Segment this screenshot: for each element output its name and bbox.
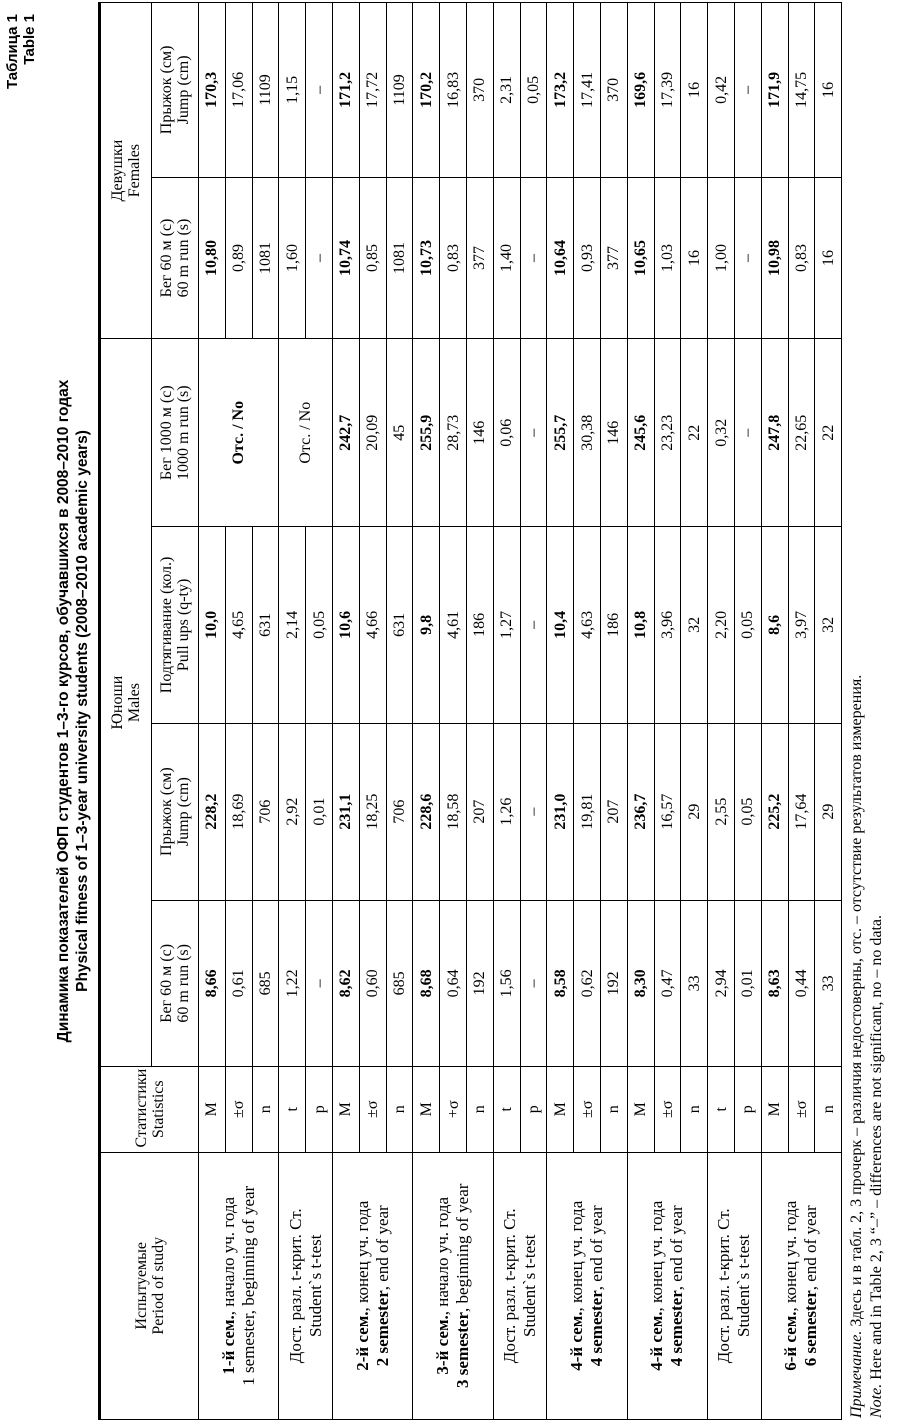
value-cell: 1,27 — [493, 527, 520, 723]
note-ru: Примечание. Здесь и в табл. 2, 3 прочерк – различия недостоверны, отс. – отсутствие результатов измерения. — [848, 674, 865, 1418]
value-cell: 169,6 — [627, 3, 654, 178]
value-cell: 22 — [681, 339, 708, 527]
value-cell: 1109 — [386, 3, 413, 178]
table-row — [279, 3, 306, 1420]
value-cell: 0,60 — [359, 900, 386, 1066]
value-cell: 9,8 — [413, 527, 440, 723]
period-label: 4-й сем., конец уч. года 4 semester, end of year — [547, 1152, 627, 1419]
value-cell: 0,05 — [734, 527, 761, 723]
value-cell: 10,0 — [199, 527, 226, 723]
header-col-2: Подтягивание (кол.) Pull ups (q-ty) — [152, 527, 199, 723]
value-cell: – — [306, 900, 333, 1066]
header-males: Юноши Males — [100, 339, 152, 1067]
value-cell: 3,97 — [788, 527, 815, 723]
period-label: Дост. разл. t-крит. Ст. Student`s t-test — [708, 1152, 762, 1419]
table-note — [847, 675, 887, 1418]
value-cell: 8,62 — [332, 900, 359, 1066]
value-cell: 32 — [815, 527, 842, 723]
value-cell: 10,8 — [627, 527, 654, 723]
value-cell: 0,89 — [225, 177, 252, 338]
value-cell: 0,85 — [359, 177, 386, 338]
value-cell: 170,3 — [199, 3, 226, 178]
value-cell: 631 — [386, 527, 413, 723]
value-cell: 10,64 — [547, 177, 574, 338]
value-cell: 4,61 — [440, 527, 467, 723]
value-cell: 207 — [600, 723, 627, 900]
value-cell: 3,96 — [654, 527, 681, 723]
value-cell: 2,92 — [279, 723, 306, 900]
value-cell: – — [520, 177, 547, 338]
stat-cell: n — [600, 1066, 627, 1152]
value-cell: 4,63 — [574, 527, 601, 723]
stat-cell: p — [734, 1066, 761, 1152]
table-row — [493, 3, 520, 1420]
value-cell: 0,61 — [225, 900, 252, 1066]
value-cell: 146 — [466, 339, 493, 527]
value-cell: – — [520, 339, 547, 527]
value-cell: – — [734, 177, 761, 338]
stat-cell: +σ — [440, 1066, 467, 1152]
value-cell: 207 — [466, 723, 493, 900]
header-col-3: Бег 1000 м (с) 1000 m run (s) — [152, 339, 199, 527]
value-cell: 8,66 — [199, 900, 226, 1066]
value-cell: 1081 — [252, 177, 279, 338]
value-cell: 18,69 — [225, 723, 252, 900]
period-label: Дост. разл. t-крит. Ст. Student`s t-test — [279, 1152, 333, 1419]
table-number-en: Table 1 — [21, 14, 38, 65]
value-cell: 1,60 — [279, 177, 306, 338]
value-cell: 16 — [681, 177, 708, 338]
value-cell: 1,26 — [493, 723, 520, 900]
value-cell: 370 — [600, 3, 627, 178]
table-row — [547, 3, 574, 1420]
stat-cell: n — [681, 1066, 708, 1152]
value-cell: – — [306, 3, 333, 178]
value-cell: 10,98 — [761, 177, 788, 338]
value-cell: 16 — [681, 3, 708, 178]
value-cell: 1,00 — [708, 177, 735, 338]
value-cell: 245,6 — [627, 339, 654, 527]
value-cell: 32 — [681, 527, 708, 723]
stat-cell: M — [413, 1066, 440, 1152]
value-cell: Отс. / No — [199, 339, 279, 527]
stat-cell: ±σ — [788, 1066, 815, 1152]
stat-cell: p — [520, 1066, 547, 1152]
value-cell: 17,41 — [574, 3, 601, 178]
value-cell: – — [520, 900, 547, 1066]
period-label: 2-й сем., конец уч. года 2 semester, end of year — [332, 1152, 412, 1419]
value-cell: 18,58 — [440, 723, 467, 900]
value-cell: 2,55 — [708, 723, 735, 900]
value-cell: – — [734, 339, 761, 527]
value-cell: 242,7 — [332, 339, 359, 527]
value-cell: 4,66 — [359, 527, 386, 723]
value-cell: 0,05 — [734, 723, 761, 900]
value-cell: 231,1 — [332, 723, 359, 900]
header-col-5: Прыжок (см) Jump (cm) — [152, 3, 199, 178]
value-cell: 0,01 — [734, 900, 761, 1066]
value-cell: 16,57 — [654, 723, 681, 900]
stat-cell: n — [386, 1066, 413, 1152]
value-cell: 255,9 — [413, 339, 440, 527]
value-cell: – — [520, 527, 547, 723]
value-cell: 0,05 — [306, 527, 333, 723]
value-cell: 17,64 — [788, 723, 815, 900]
header-col-1: Прыжок (см) Jump (cm) — [152, 723, 199, 900]
value-cell: 10,65 — [627, 177, 654, 338]
value-cell: 225,2 — [761, 723, 788, 900]
value-cell: 186 — [600, 527, 627, 723]
stat-cell: M — [627, 1066, 654, 1152]
period-label: 1-й сем., начало уч. года 1 semester, beginning of year — [199, 1152, 279, 1419]
value-cell: 4,65 — [225, 527, 252, 723]
value-cell: 10,80 — [199, 177, 226, 338]
stat-cell: M — [199, 1066, 226, 1152]
stat-cell: M — [547, 1066, 574, 1152]
stat-cell: n — [466, 1066, 493, 1152]
value-cell: 377 — [466, 177, 493, 338]
value-cell: 22,65 — [788, 339, 815, 527]
value-cell: 0,64 — [440, 900, 467, 1066]
value-cell: 14,75 — [788, 3, 815, 178]
stat-cell: M — [761, 1066, 788, 1152]
value-cell: 10,6 — [332, 527, 359, 723]
value-cell: 228,6 — [413, 723, 440, 900]
table-row — [761, 3, 788, 1420]
stat-cell: p — [306, 1066, 333, 1152]
value-cell: 2,14 — [279, 527, 306, 723]
value-cell: Отс. / No — [279, 339, 333, 527]
value-cell: 1,22 — [279, 900, 306, 1066]
header-females: Девушки Females — [100, 3, 152, 339]
stat-cell: t — [493, 1066, 520, 1152]
value-cell: 10,4 — [547, 527, 574, 723]
value-cell: 1,15 — [279, 3, 306, 178]
value-cell: 231,0 — [547, 723, 574, 900]
stat-cell: M — [332, 1066, 359, 1152]
value-cell: 186 — [466, 527, 493, 723]
value-cell: 16 — [815, 177, 842, 338]
value-cell: 228,2 — [199, 723, 226, 900]
fitness-table — [98, 2, 842, 1420]
value-cell: – — [520, 723, 547, 900]
value-cell: 0,44 — [788, 900, 815, 1066]
value-cell: 2,31 — [493, 3, 520, 178]
value-cell: – — [306, 177, 333, 338]
value-cell: 685 — [386, 900, 413, 1066]
table-caption — [54, 0, 92, 1422]
stat-cell: ±σ — [574, 1066, 601, 1152]
value-cell: 236,7 — [627, 723, 654, 900]
stat-cell: ±σ — [225, 1066, 252, 1152]
value-cell: 17,72 — [359, 3, 386, 178]
value-cell: 28,73 — [440, 339, 467, 527]
table-body — [199, 3, 842, 1420]
value-cell: 8,63 — [761, 900, 788, 1066]
value-cell: 1081 — [386, 177, 413, 338]
value-cell: 33 — [681, 900, 708, 1066]
value-cell: 171,9 — [761, 3, 788, 178]
caption-en: Physical fitness of 1–3-year university students (2008–2010 academic years) — [74, 430, 91, 992]
value-cell: 255,7 — [547, 339, 574, 527]
header-subjects: Испытуемые Period of study — [100, 1152, 199, 1419]
value-cell: 18,25 — [359, 723, 386, 900]
table-row — [627, 3, 654, 1420]
value-cell: 170,2 — [413, 3, 440, 178]
value-cell: 377 — [600, 177, 627, 338]
value-cell: 146 — [600, 339, 627, 527]
stat-cell: n — [815, 1066, 842, 1152]
value-cell: 23,23 — [654, 339, 681, 527]
table-row — [708, 3, 735, 1420]
period-label: Дост. разл. t-крит. Ст. Student`s t-test — [493, 1152, 547, 1419]
value-cell: 2,20 — [708, 527, 735, 723]
value-cell: 0,93 — [574, 177, 601, 338]
period-label: 4-й сем., конец уч. года 4 semester, end of year — [627, 1152, 707, 1419]
value-cell: 631 — [252, 527, 279, 723]
value-cell: 17,39 — [654, 3, 681, 178]
value-cell: 0,42 — [708, 3, 735, 178]
table-row — [413, 3, 440, 1420]
period-label: 3-й сем., начало уч. года 3 semester, beginning of year — [413, 1152, 493, 1419]
table-number-ru: Таблица 1 — [4, 14, 21, 90]
value-cell: 19,81 — [574, 723, 601, 900]
caption-ru: Динамика показателей ОФП студентов 1–3-го курсов, обучавшихся в 2008–2010 годах — [55, 379, 72, 1043]
stat-cell: t — [279, 1066, 306, 1152]
value-cell: 8,6 — [761, 527, 788, 723]
table-header — [100, 3, 199, 1420]
value-cell: 16 — [815, 3, 842, 178]
value-cell: 22 — [815, 339, 842, 527]
table-row — [199, 3, 226, 1420]
value-cell: 8,68 — [413, 900, 440, 1066]
stat-cell: ±σ — [654, 1066, 681, 1152]
value-cell: 171,2 — [332, 3, 359, 178]
value-cell: 0,62 — [574, 900, 601, 1066]
period-label: 6-й сем., конец уч. года 6 semester, end of year — [761, 1152, 841, 1419]
header-statistics: Статистики Statistics — [100, 1066, 199, 1152]
value-cell: 1,03 — [654, 177, 681, 338]
value-cell: 0,05 — [520, 3, 547, 178]
value-cell: 30,38 — [574, 339, 601, 527]
note-en: Note. Here and in Table 2, 3 “–” – differences are not significant, no – no data. — [868, 914, 885, 1418]
value-cell: 45 — [386, 339, 413, 527]
value-cell: 0,83 — [788, 177, 815, 338]
header-col-4: Бег 60 м (с) 60 m run (s) — [152, 177, 199, 338]
value-cell: 192 — [466, 900, 493, 1066]
value-cell: 0,47 — [654, 900, 681, 1066]
value-cell: 0,32 — [708, 339, 735, 527]
value-cell: 173,2 — [547, 3, 574, 178]
value-cell: 8,58 — [547, 900, 574, 1066]
value-cell: 29 — [681, 723, 708, 900]
value-cell: 0,83 — [440, 177, 467, 338]
value-cell: 706 — [386, 723, 413, 900]
value-cell: 2,94 — [708, 900, 735, 1066]
value-cell: 1109 — [252, 3, 279, 178]
value-cell: 33 — [815, 900, 842, 1066]
value-cell: 0,06 — [493, 339, 520, 527]
value-cell: 10,73 — [413, 177, 440, 338]
value-cell: – — [734, 3, 761, 178]
value-cell: 29 — [815, 723, 842, 900]
value-cell: 20,09 — [359, 339, 386, 527]
value-cell: 247,8 — [761, 339, 788, 527]
value-cell: 8,30 — [627, 900, 654, 1066]
value-cell: 10,74 — [332, 177, 359, 338]
value-cell: 16,83 — [440, 3, 467, 178]
stat-cell: n — [252, 1066, 279, 1152]
value-cell: 1,56 — [493, 900, 520, 1066]
value-cell: 0,01 — [306, 723, 333, 900]
header-col-0: Бег 60 м (с) 60 m run (s) — [152, 900, 199, 1066]
stat-cell: t — [708, 1066, 735, 1152]
value-cell: 192 — [600, 900, 627, 1066]
stat-cell: ±σ — [359, 1066, 386, 1152]
value-cell: 685 — [252, 900, 279, 1066]
value-cell: 17,06 — [225, 3, 252, 178]
value-cell: 370 — [466, 3, 493, 178]
table-row — [332, 3, 359, 1420]
value-cell: 706 — [252, 723, 279, 900]
value-cell: 1,40 — [493, 177, 520, 338]
table-number — [4, 14, 38, 89]
